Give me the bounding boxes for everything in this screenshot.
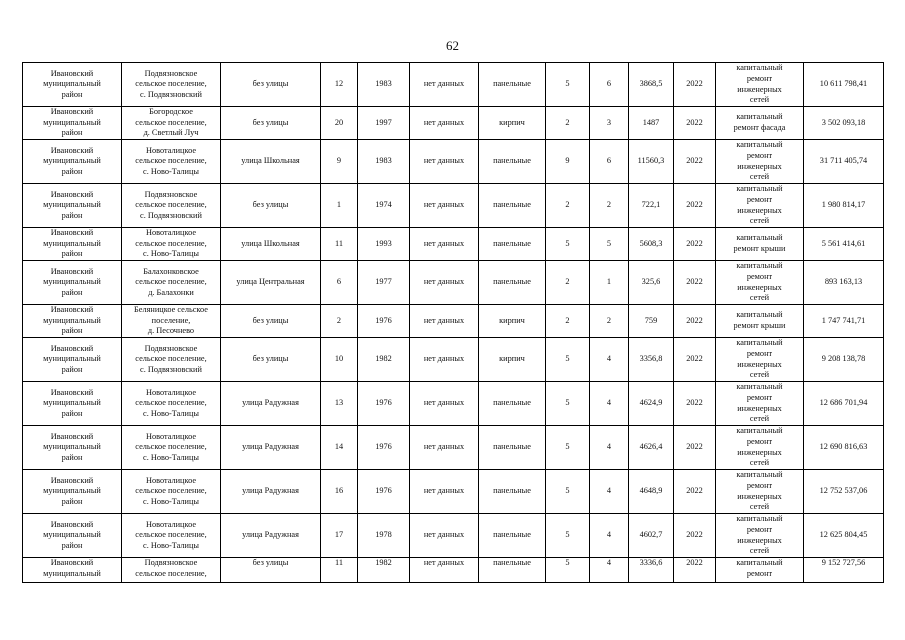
house-number-cell: 9: [321, 140, 358, 184]
cost-cell: 10 611 798,41: [804, 63, 884, 107]
wall-material-cell: панельные: [479, 382, 546, 426]
settlement-cell: Беляницкое сельское поселение, д. Песочнево: [122, 305, 221, 338]
settlement-cell: Подвязновское сельское поселение, с. Подвязновский: [122, 63, 221, 107]
floors-cell: 9: [546, 140, 590, 184]
district-cell: Ивановский муниципальный район: [23, 382, 122, 426]
series-cell: нет данных: [410, 228, 479, 261]
settlement-cell: Подвязновское сельское поселение, с. Подвязновский: [122, 338, 221, 382]
table-row: [23, 140, 884, 184]
district-cell: Ивановский муниципальный район: [23, 338, 122, 382]
work-type-cell: капитальный ремонт инженерных сетей: [716, 338, 804, 382]
table-row: [23, 107, 884, 140]
build-year-cell: 1982: [358, 558, 410, 583]
street-cell: без улицы: [221, 63, 321, 107]
settlement-cell: Новоталицкое сельское поселение, с. Ново-Талицы: [122, 514, 221, 558]
wall-material-cell: кирпич: [479, 338, 546, 382]
entrances-cell: 4: [590, 382, 629, 426]
district-cell: Ивановский муниципальный: [23, 558, 122, 583]
area-cell: 3356,8: [629, 338, 674, 382]
build-year-cell: 1997: [358, 107, 410, 140]
table-row: [23, 426, 884, 470]
build-year-cell: 1993: [358, 228, 410, 261]
cost-cell: 893 163,13: [804, 261, 884, 305]
floors-cell: 5: [546, 470, 590, 514]
table-row: [23, 261, 884, 305]
house-number-cell: 13: [321, 382, 358, 426]
house-number-cell: 16: [321, 470, 358, 514]
floors-cell: 5: [546, 382, 590, 426]
floors-cell: 2: [546, 305, 590, 338]
floors-cell: 5: [546, 514, 590, 558]
table-row: [23, 338, 884, 382]
plan-year-cell: 2022: [674, 338, 716, 382]
work-type-cell: капитальный ремонт крыши: [716, 305, 804, 338]
cost-cell: 9 152 727,56: [804, 558, 884, 583]
wall-material-cell: панельные: [479, 514, 546, 558]
floors-cell: 5: [546, 426, 590, 470]
work-type-cell: капитальный ремонт инженерных сетей: [716, 140, 804, 184]
work-type-cell: капитальный ремонт инженерных сетей: [716, 514, 804, 558]
street-cell: улица Радужная: [221, 382, 321, 426]
cost-cell: 12 752 537,06: [804, 470, 884, 514]
build-year-cell: 1976: [358, 426, 410, 470]
table-row: [23, 558, 884, 583]
district-cell: Ивановский муниципальный район: [23, 140, 122, 184]
build-year-cell: 1977: [358, 261, 410, 305]
build-year-cell: 1983: [358, 63, 410, 107]
district-cell: Ивановский муниципальный район: [23, 514, 122, 558]
district-cell: Ивановский муниципальный район: [23, 426, 122, 470]
cost-cell: 12 625 804,45: [804, 514, 884, 558]
cost-cell: 12 690 816,63: [804, 426, 884, 470]
build-year-cell: 1976: [358, 382, 410, 426]
street-cell: улица Радужная: [221, 514, 321, 558]
area-cell: 4626,4: [629, 426, 674, 470]
build-year-cell: 1983: [358, 140, 410, 184]
area-cell: 4602,7: [629, 514, 674, 558]
street-cell: улица Школьная: [221, 228, 321, 261]
plan-year-cell: 2022: [674, 514, 716, 558]
work-type-cell: капитальный ремонт инженерных сетей: [716, 470, 804, 514]
cost-cell: 3 502 093,18: [804, 107, 884, 140]
house-number-cell: 11: [321, 558, 358, 583]
district-cell: Ивановский муниципальный район: [23, 470, 122, 514]
plan-year-cell: 2022: [674, 228, 716, 261]
work-type-cell: капитальный ремонт: [716, 558, 804, 583]
district-cell: Ивановский муниципальный район: [23, 305, 122, 338]
build-year-cell: 1976: [358, 470, 410, 514]
floors-cell: 5: [546, 228, 590, 261]
work-type-cell: капитальный ремонт инженерных сетей: [716, 261, 804, 305]
plan-year-cell: 2022: [674, 305, 716, 338]
wall-material-cell: панельные: [479, 558, 546, 583]
wall-material-cell: кирпич: [479, 107, 546, 140]
entrances-cell: 1: [590, 261, 629, 305]
wall-material-cell: панельные: [479, 140, 546, 184]
work-type-cell: капитальный ремонт инженерных сетей: [716, 63, 804, 107]
wall-material-cell: панельные: [479, 261, 546, 305]
street-cell: без улицы: [221, 338, 321, 382]
plan-year-cell: 2022: [674, 470, 716, 514]
area-cell: 4624,9: [629, 382, 674, 426]
settlement-cell: Подвязновское сельское поселение,: [122, 558, 221, 583]
area-cell: 722,1: [629, 184, 674, 228]
table-row: [23, 305, 884, 338]
wall-material-cell: кирпич: [479, 305, 546, 338]
plan-year-cell: 2022: [674, 426, 716, 470]
entrances-cell: 4: [590, 558, 629, 583]
settlement-cell: Новоталицкое сельское поселение, с. Ново-Талицы: [122, 228, 221, 261]
plan-year-cell: 2022: [674, 63, 716, 107]
wall-material-cell: панельные: [479, 470, 546, 514]
work-type-cell: капитальный ремонт фасада: [716, 107, 804, 140]
wall-material-cell: панельные: [479, 426, 546, 470]
house-number-cell: 6: [321, 261, 358, 305]
build-year-cell: 1974: [358, 184, 410, 228]
series-cell: нет данных: [410, 107, 479, 140]
area-cell: 325,6: [629, 261, 674, 305]
housing-register-table: [22, 62, 884, 583]
district-cell: Ивановский муниципальный район: [23, 63, 122, 107]
street-cell: улица Центральная: [221, 261, 321, 305]
floors-cell: 5: [546, 338, 590, 382]
district-cell: Ивановский муниципальный район: [23, 107, 122, 140]
house-number-cell: 17: [321, 514, 358, 558]
page-number: 62: [446, 38, 459, 53]
series-cell: нет данных: [410, 514, 479, 558]
street-cell: без улицы: [221, 107, 321, 140]
build-year-cell: 1978: [358, 514, 410, 558]
house-number-cell: 14: [321, 426, 358, 470]
cost-cell: 1 980 814,17: [804, 184, 884, 228]
house-number-cell: 1: [321, 184, 358, 228]
cost-cell: 12 686 701,94: [804, 382, 884, 426]
work-type-cell: капитальный ремонт инженерных сетей: [716, 426, 804, 470]
plan-year-cell: 2022: [674, 261, 716, 305]
floors-cell: 2: [546, 184, 590, 228]
series-cell: нет данных: [410, 305, 479, 338]
work-type-cell: капитальный ремонт инженерных сетей: [716, 382, 804, 426]
floors-cell: 5: [546, 63, 590, 107]
area-cell: 3336,6: [629, 558, 674, 583]
area-cell: 11560,3: [629, 140, 674, 184]
plan-year-cell: 2022: [674, 140, 716, 184]
entrances-cell: 4: [590, 338, 629, 382]
settlement-cell: Балахонковское сельское поселение, д. Балахонки: [122, 261, 221, 305]
area-cell: 759: [629, 305, 674, 338]
wall-material-cell: панельные: [479, 63, 546, 107]
entrances-cell: 2: [590, 184, 629, 228]
entrances-cell: 3: [590, 107, 629, 140]
area-cell: 4648,9: [629, 470, 674, 514]
work-type-cell: капитальный ремонт инженерных сетей: [716, 184, 804, 228]
entrances-cell: 2: [590, 305, 629, 338]
entrances-cell: 6: [590, 140, 629, 184]
house-number-cell: 20: [321, 107, 358, 140]
series-cell: нет данных: [410, 426, 479, 470]
entrances-cell: 4: [590, 514, 629, 558]
entrances-cell: 5: [590, 228, 629, 261]
series-cell: нет данных: [410, 261, 479, 305]
plan-year-cell: 2022: [674, 184, 716, 228]
table-row: [23, 228, 884, 261]
series-cell: нет данных: [410, 558, 479, 583]
cost-cell: 5 561 414,61: [804, 228, 884, 261]
street-cell: улица Радужная: [221, 470, 321, 514]
table-row: [23, 63, 884, 107]
table-row: [23, 470, 884, 514]
cost-cell: 31 711 405,74: [804, 140, 884, 184]
settlement-cell: Богородское сельское поселение, д. Светлый Луч: [122, 107, 221, 140]
settlement-cell: Новоталицкое сельское поселение, с. Ново-Талицы: [122, 382, 221, 426]
table-body: [23, 63, 884, 583]
house-number-cell: 11: [321, 228, 358, 261]
street-cell: без улицы: [221, 305, 321, 338]
table-row: [23, 514, 884, 558]
cost-cell: 1 747 741,71: [804, 305, 884, 338]
floors-cell: 2: [546, 261, 590, 305]
house-number-cell: 10: [321, 338, 358, 382]
district-cell: Ивановский муниципальный район: [23, 261, 122, 305]
build-year-cell: 1976: [358, 305, 410, 338]
work-type-cell: капитальный ремонт крыши: [716, 228, 804, 261]
series-cell: нет данных: [410, 140, 479, 184]
floors-cell: 2: [546, 107, 590, 140]
street-cell: без улицы: [221, 558, 321, 583]
settlement-cell: Подвязновское сельское поселение, с. Подвязновский: [122, 184, 221, 228]
district-cell: Ивановский муниципальный район: [23, 228, 122, 261]
entrances-cell: 4: [590, 470, 629, 514]
wall-material-cell: панельные: [479, 184, 546, 228]
street-cell: улица Школьная: [221, 140, 321, 184]
area-cell: 1487: [629, 107, 674, 140]
area-cell: 5608,3: [629, 228, 674, 261]
series-cell: нет данных: [410, 63, 479, 107]
settlement-cell: Новоталицкое сельское поселение, с. Ново-Талицы: [122, 426, 221, 470]
street-cell: без улицы: [221, 184, 321, 228]
floors-cell: 5: [546, 558, 590, 583]
table-row: [23, 382, 884, 426]
series-cell: нет данных: [410, 470, 479, 514]
house-number-cell: 2: [321, 305, 358, 338]
table-row: [23, 184, 884, 228]
plan-year-cell: 2022: [674, 558, 716, 583]
series-cell: нет данных: [410, 382, 479, 426]
district-cell: Ивановский муниципальный район: [23, 184, 122, 228]
plan-year-cell: 2022: [674, 382, 716, 426]
settlement-cell: Новоталицкое сельское поселение, с. Ново-Талицы: [122, 140, 221, 184]
series-cell: нет данных: [410, 184, 479, 228]
plan-year-cell: 2022: [674, 107, 716, 140]
wall-material-cell: панельные: [479, 228, 546, 261]
entrances-cell: 4: [590, 426, 629, 470]
street-cell: улица Радужная: [221, 426, 321, 470]
house-number-cell: 12: [321, 63, 358, 107]
build-year-cell: 1982: [358, 338, 410, 382]
cost-cell: 9 208 138,78: [804, 338, 884, 382]
series-cell: нет данных: [410, 338, 479, 382]
settlement-cell: Новоталицкое сельское поселение, с. Ново-Талицы: [122, 470, 221, 514]
entrances-cell: 6: [590, 63, 629, 107]
area-cell: 3868,5: [629, 63, 674, 107]
